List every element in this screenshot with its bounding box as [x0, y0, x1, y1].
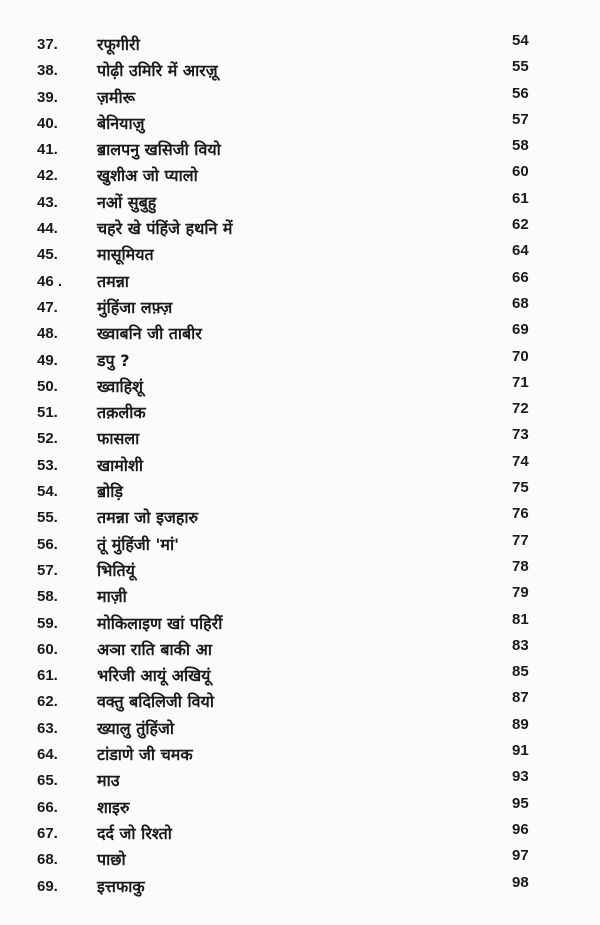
- entry-page-number: 55: [512, 58, 529, 76]
- entry-title: अञा राति बाकी आ: [97, 639, 212, 659]
- entry-title: नओं सुबुहु: [97, 192, 157, 212]
- toc-entry: [0, 295, 600, 321]
- entry-number: 46 .: [37, 272, 63, 290]
- entry-title: भितियूं: [97, 560, 135, 580]
- entry-page-number: 72: [512, 400, 529, 418]
- entry-number: 41.: [37, 141, 58, 159]
- entry-page-number: 57: [512, 110, 529, 128]
- entry-number: 44.: [37, 220, 58, 238]
- entry-page-number: 75: [512, 479, 529, 497]
- entry-page-number: 95: [512, 794, 529, 812]
- entry-number: 48.: [37, 325, 58, 343]
- entry-number: 65.: [37, 772, 58, 790]
- entry-page-number: 77: [512, 531, 529, 549]
- entry-page-number: 73: [512, 426, 529, 444]
- toc-entry: [0, 242, 600, 268]
- entry-title: माज़ी: [97, 587, 127, 607]
- entry-page-number: 71: [512, 373, 529, 391]
- entry-page-number: 76: [512, 505, 529, 523]
- entry-title: वक्तु बदिलिजी वियो: [97, 692, 214, 712]
- entry-title: ख्वाबनि जी ताबीर: [97, 324, 202, 344]
- entry-number: 56.: [37, 535, 58, 553]
- entry-page-number: 85: [512, 663, 529, 681]
- entry-page-number: 54: [512, 32, 529, 49]
- toc-entry: [0, 768, 600, 794]
- entry-page-number: 69: [512, 321, 529, 339]
- entry-title: मोकिलाइण खां पहिरीं: [97, 613, 223, 633]
- toc-entry: [0, 58, 600, 84]
- toc-entry: [0, 584, 600, 610]
- entry-number: 50.: [37, 377, 58, 395]
- toc-entry: [0, 558, 600, 584]
- entry-number: 54.: [37, 483, 58, 501]
- entry-page-number: 68: [512, 294, 529, 312]
- entry-number: 52.: [37, 430, 58, 448]
- toc-entry: [0, 611, 600, 637]
- entry-number: 49.: [37, 351, 58, 369]
- toc-entry: [0, 216, 600, 242]
- toc-entry: [0, 479, 600, 505]
- entry-number: 38.: [37, 62, 58, 80]
- entry-page-number: 61: [512, 189, 529, 207]
- entry-page-number: 62: [512, 216, 529, 234]
- toc-entry: [0, 426, 600, 452]
- entry-title: ख्यालु तुंहिंजो: [97, 718, 174, 738]
- entry-page-number: 60: [512, 163, 529, 181]
- toc-entry: [0, 821, 600, 847]
- toc-entry: [0, 137, 600, 163]
- entry-number: 53.: [37, 456, 58, 474]
- toc-entry: [0, 795, 600, 821]
- entry-title: इत्तफाकु: [97, 876, 145, 896]
- entry-number: 63.: [37, 719, 58, 737]
- toc-entry: [0, 716, 600, 742]
- entry-title: पाछो: [97, 850, 126, 870]
- toc-entry: [0, 874, 600, 900]
- entry-title: पोढ़ी उमिरि में आरज़ू: [97, 61, 218, 81]
- toc-entry: [0, 663, 600, 689]
- entry-number: 67.: [37, 824, 58, 842]
- entry-page-number: 70: [512, 347, 529, 365]
- entry-title: खामोशी: [97, 455, 143, 475]
- entry-number: 64.: [37, 746, 58, 764]
- entry-page-number: 58: [512, 137, 529, 155]
- entry-page-number: 83: [512, 636, 529, 654]
- entry-number: 66.: [37, 798, 58, 816]
- entry-page-number: 66: [512, 268, 529, 286]
- entry-number: 51.: [37, 404, 58, 422]
- entry-number: 60.: [37, 640, 58, 658]
- entry-number: 42.: [37, 167, 58, 185]
- entry-page-number: 78: [512, 557, 529, 575]
- entry-number: 37.: [37, 36, 58, 53]
- entry-title: तमन्ना जो इजहारु: [97, 508, 199, 528]
- entry-page-number: 93: [512, 768, 529, 786]
- toc-entry: [0, 637, 600, 663]
- entry-page-number: 89: [512, 715, 529, 733]
- entry-number: 62.: [37, 693, 58, 711]
- entry-title: डपु ?: [97, 350, 130, 370]
- toc-entry: [0, 453, 600, 479]
- toc-entry: [0, 321, 600, 347]
- entry-number: 55.: [37, 509, 58, 527]
- entry-title: माउ: [97, 771, 120, 791]
- entry-title: तूं मुंहिंजी 'मां': [97, 534, 179, 554]
- entry-number: 40.: [37, 114, 58, 132]
- entry-page-number: 87: [512, 689, 529, 707]
- toc-entry: [0, 532, 600, 558]
- entry-title: ॿोड़ि: [97, 482, 123, 502]
- entry-title: दर्द जो रिश्तो: [97, 823, 172, 843]
- entry-number: 58.: [37, 588, 58, 606]
- entry-number: 68.: [37, 851, 58, 869]
- entry-title: शाइरु: [97, 797, 130, 817]
- entry-number: 57.: [37, 561, 58, 579]
- toc-entry: [0, 847, 600, 873]
- entry-title: फासला: [97, 429, 140, 449]
- table-of-contents: [0, 32, 600, 900]
- entry-page-number: 96: [512, 820, 529, 838]
- toc-entry: [0, 269, 600, 295]
- entry-number: 43.: [37, 193, 58, 211]
- toc-entry: [0, 400, 600, 426]
- entry-title: चहरे खे पंहिंजे हथनि में: [97, 219, 233, 239]
- entry-number: 45.: [37, 246, 58, 264]
- entry-title: ज़मीरू: [97, 87, 136, 107]
- entry-page-number: 97: [512, 847, 529, 865]
- toc-entry: [0, 111, 600, 137]
- toc-entry: [0, 348, 600, 374]
- entry-page-number: 64: [512, 242, 529, 260]
- toc-entry: [0, 163, 600, 189]
- entry-number: 39.: [37, 88, 58, 106]
- toc-entry: [0, 742, 600, 768]
- entry-page-number: 74: [512, 452, 529, 470]
- toc-entry: [0, 505, 600, 531]
- entry-page-number: 79: [512, 584, 529, 602]
- toc-entry: [0, 85, 600, 111]
- entry-number: 47.: [37, 298, 58, 316]
- entry-page-number: 91: [512, 742, 529, 760]
- entry-page-number: 98: [512, 873, 529, 891]
- entry-title: तक़लीक: [97, 403, 146, 423]
- entry-number: 59.: [37, 614, 58, 632]
- entry-title: मासूमियत: [97, 245, 154, 265]
- toc-entry: [0, 689, 600, 715]
- toc-entry: [0, 190, 600, 216]
- entry-number: 61.: [37, 667, 58, 685]
- entry-title: भरिजी आयूं अखियूं: [97, 666, 211, 686]
- entry-title: खुशीअ जो प्यालो: [97, 166, 198, 186]
- entry-title: ॿालपनु खसिजी वियो: [97, 140, 221, 160]
- toc-entry: [0, 374, 600, 400]
- toc-entry: [0, 32, 600, 58]
- entry-page-number: 81: [512, 610, 529, 628]
- entry-title: टांडाणे जी चमक: [97, 745, 193, 765]
- entry-title: तमन्ना: [97, 271, 129, 291]
- entry-page-number: 56: [512, 84, 529, 102]
- entry-number: 69.: [37, 877, 58, 895]
- entry-title: बेनियाज़ु: [97, 113, 145, 133]
- entry-title: रफूगीरी: [97, 35, 140, 54]
- entry-title: ख्वाहिशूं: [97, 376, 143, 396]
- entry-title: मुंहिंजा लफ़्ज़: [97, 297, 173, 317]
